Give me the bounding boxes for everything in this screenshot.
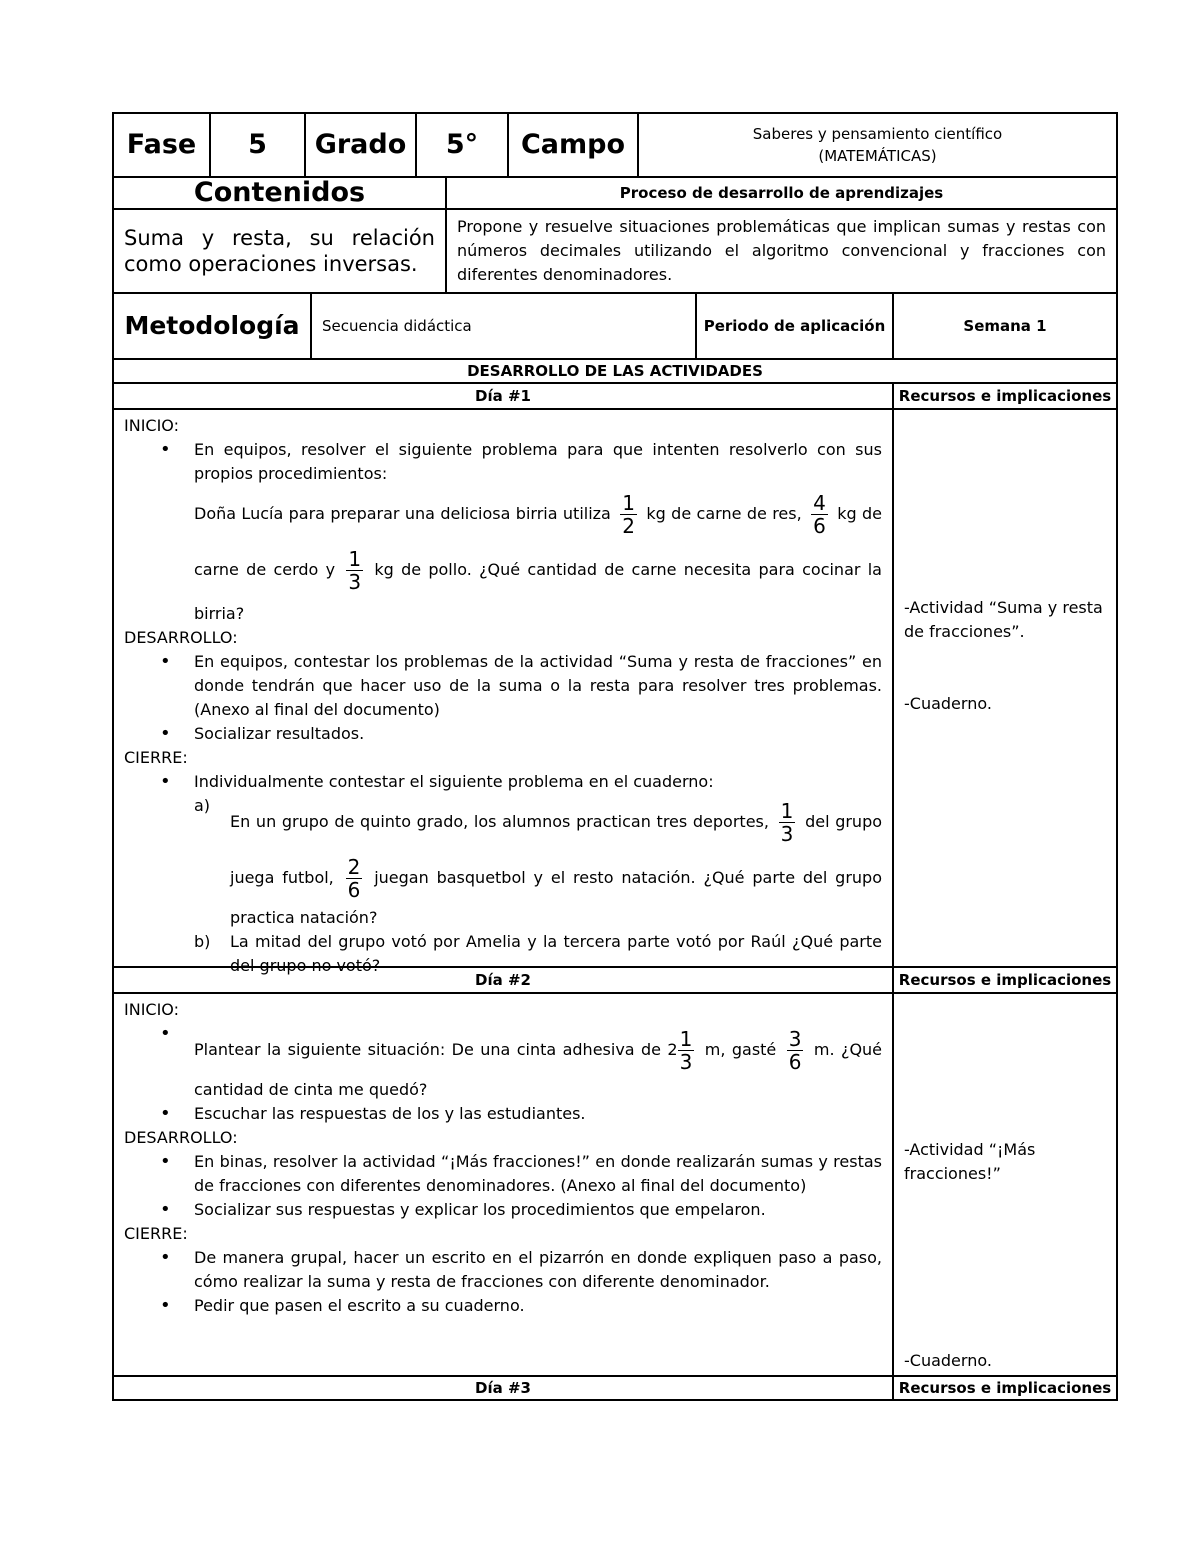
dia2-item1-c: m. ¿Qué <box>813 1040 883 1059</box>
dia1-inicio-label: INICIO: <box>124 416 179 435</box>
campo-value-line2: (MATEMÁTICAS) <box>818 147 937 165</box>
dia2-activities <box>114 994 894 1375</box>
dia2-inicio-item1 <box>124 1022 882 1102</box>
dia1-activities <box>114 410 894 975</box>
dia3-header-row <box>112 1377 1118 1401</box>
proceso-text: Propone y resuelve situaciones problemáticas que implican sumas y restas con números decimales utilizando el algoritmo convencional y fracciones con diferentes denominadores. <box>457 217 1106 284</box>
dia1-inicio-item: • En equipos, resolver el siguiente problema para que intenten resolverlo con sus propios procedimientos: <box>124 438 882 486</box>
metodologia-label: Metodología <box>114 294 312 358</box>
fraction-denominator: 6 <box>347 878 361 902</box>
metodologia-value: Secuencia didáctica <box>312 294 697 358</box>
planning-table <box>112 112 1118 1401</box>
fraction-1-3 <box>346 548 363 593</box>
dia1-header-row <box>112 384 1118 410</box>
contenidos-body-row <box>112 210 1118 294</box>
dia1-problem-b: kg de carne de res, <box>646 504 802 523</box>
dia1-problem-c: kg de <box>837 504 883 523</box>
dia1-problem-line2 <box>124 542 882 598</box>
periodo-value: Semana 1 <box>963 317 1047 335</box>
dia1-item-b <box>124 930 882 978</box>
header-row <box>112 112 1118 178</box>
fraction-1-3 <box>779 800 796 845</box>
dia1-recurso1: -Actividad “Suma y resta de fracciones”. <box>904 598 1103 641</box>
dia1-cierre-label: CIERRE: <box>124 748 188 767</box>
item-a-marker: a) <box>194 796 211 815</box>
metodologia-row <box>112 294 1118 360</box>
dia1-item-a <box>124 794 882 930</box>
fraction-1-3 <box>678 1028 695 1073</box>
grado-label: Grado <box>306 114 417 176</box>
dia2-cierre-label: CIERRE: <box>124 1224 188 1243</box>
dia2-item1-d: cantidad de cinta me quedó? <box>194 1080 428 1099</box>
dia2-item1-b: m, gasté <box>704 1040 777 1059</box>
fraction-denominator: 2 <box>622 514 635 538</box>
dia3-title: Día #3 <box>114 1377 894 1399</box>
dia2-title: Día #2 <box>114 968 894 992</box>
dia1-problem <box>124 486 882 542</box>
contenidos-label: Contenidos <box>114 178 447 208</box>
periodo-label: Periodo de aplicación <box>697 294 894 358</box>
dia1-recursos-label: Recursos e implicaciones <box>898 387 1112 405</box>
dia2-inicio-label: INICIO: <box>124 1000 179 1019</box>
campo-value-line1: Saberes y pensamiento científico <box>752 125 1003 143</box>
item-a-text4: juegan basquetbol y el resto natación. ¿Qué parte del grupo <box>374 868 883 887</box>
dia2-resources <box>894 994 1116 1375</box>
fraction-numerator: 1 <box>622 491 635 515</box>
dia3-recursos-label: Recursos e implicaciones <box>898 1379 1112 1397</box>
dia1-resources <box>894 410 1116 966</box>
fraction-numerator: 1 <box>780 799 794 823</box>
fraction-numerator: 4 <box>813 491 826 515</box>
dia2-desarrollo-item1: • En binas, resolver la actividad “¡Más fracciones!” en donde realizarán sumas y restas de fracciones con diferentes denominadores. (Anexo al final del documento) <box>124 1150 882 1198</box>
fraction-denominator: 6 <box>813 514 826 538</box>
desarrollo-title-row <box>112 360 1118 384</box>
dia2-body-row <box>112 994 1118 1377</box>
campo-label: Campo <box>509 114 639 176</box>
fraction-numerator: 1 <box>348 547 362 571</box>
fraction-denominator: 3 <box>679 1050 693 1074</box>
dia1-recurso2: -Cuaderno. <box>904 694 992 713</box>
dia1-problem-d: carne de cerdo y <box>194 560 336 579</box>
fraction-numerator: 3 <box>788 1027 802 1051</box>
dia1-title: Día #1 <box>114 384 894 408</box>
fraction-1-2 <box>620 492 637 537</box>
item-a-text3: juega futbol, <box>230 868 334 887</box>
dia2-desarrollo-item2: • Socializar sus respuestas y explicar los procedimientos que empelaron. <box>124 1198 882 1222</box>
dia2-item1-a: Plantear la siguiente situación: De una cinta adhesiva de 2 <box>194 1040 678 1059</box>
dia2-recurso1: -Actividad “¡Más fracciones!” <box>904 1140 1036 1183</box>
dia2-inicio-item2: • Escuchar las respuestas de los y las estudiantes. <box>124 1102 882 1126</box>
dia2-recursos-label: Recursos e implicaciones <box>898 971 1112 989</box>
dia1-body-row <box>112 410 1118 975</box>
dia2-desarrollo-label: DESARROLLO: <box>124 1128 238 1147</box>
grado-value: 5° <box>417 114 509 176</box>
contenido-text: Suma y resta, su relación como operaciones inversas. <box>114 210 447 292</box>
dia2-cierre-item1: • De manera grupal, hacer un escrito en el pizarrón en donde expliquen paso a paso, cómo realizar la suma y resta de fracciones con diferente denominador. <box>124 1246 882 1294</box>
fase-label: Fase <box>114 114 211 176</box>
contenidos-header-row <box>112 178 1118 210</box>
item-b-marker: b) <box>194 932 211 951</box>
fase-value: 5 <box>211 114 306 176</box>
fraction-denominator: 6 <box>788 1050 802 1074</box>
fraction-denominator: 3 <box>780 822 794 846</box>
dia1-problem-a: Doña Lucía para preparar una deliciosa birria utiliza <box>194 504 611 523</box>
dia1-problem-e: kg de pollo. ¿Qué cantidad de carne necesita para cocinar la <box>374 560 882 579</box>
item-a-text1: En un grupo de quinto grado, los alumnos practican tres deportes, <box>230 812 769 831</box>
dia2-cierre-item2: • Pedir que pasen el escrito a su cuaderno. <box>124 1294 882 1318</box>
campo-value <box>639 114 1116 176</box>
fraction-3-6 <box>787 1028 804 1073</box>
dia1-cierre-item: • Individualmente contestar el siguiente problema en el cuaderno: <box>124 770 882 794</box>
dia2-recurso2: -Cuaderno. <box>904 1351 992 1370</box>
fraction-numerator: 1 <box>679 1027 693 1051</box>
item-a-text2: del grupo <box>805 812 883 831</box>
dia1-desarrollo-label: DESARROLLO: <box>124 628 238 647</box>
fraction-denominator: 3 <box>348 570 362 594</box>
dia1-problem-f: birria? <box>194 604 245 623</box>
dia1-desarrollo-item2: • Socializar resultados. <box>124 722 882 746</box>
fraction-4-6 <box>811 492 828 537</box>
fraction-numerator: 2 <box>347 855 361 879</box>
fraction-2-6 <box>346 856 363 901</box>
item-a-text5: practica natación? <box>230 908 378 927</box>
proceso-label: Proceso de desarrollo de aprendizajes <box>619 184 944 202</box>
desarrollo-title: DESARROLLO DE LAS ACTIVIDADES <box>467 362 763 380</box>
dia1-desarrollo-item1: • En equipos, contestar los problemas de la actividad “Suma y resta de fracciones” en donde tendrán que hacer uso de la suma o la resta para resolver tres problemas. (Anexo al final del documento) <box>124 650 882 722</box>
item-b-text: La mitad del grupo votó por Amelia y la tercera parte votó por Raúl ¿Qué parte del grupo no votó? <box>230 932 882 975</box>
